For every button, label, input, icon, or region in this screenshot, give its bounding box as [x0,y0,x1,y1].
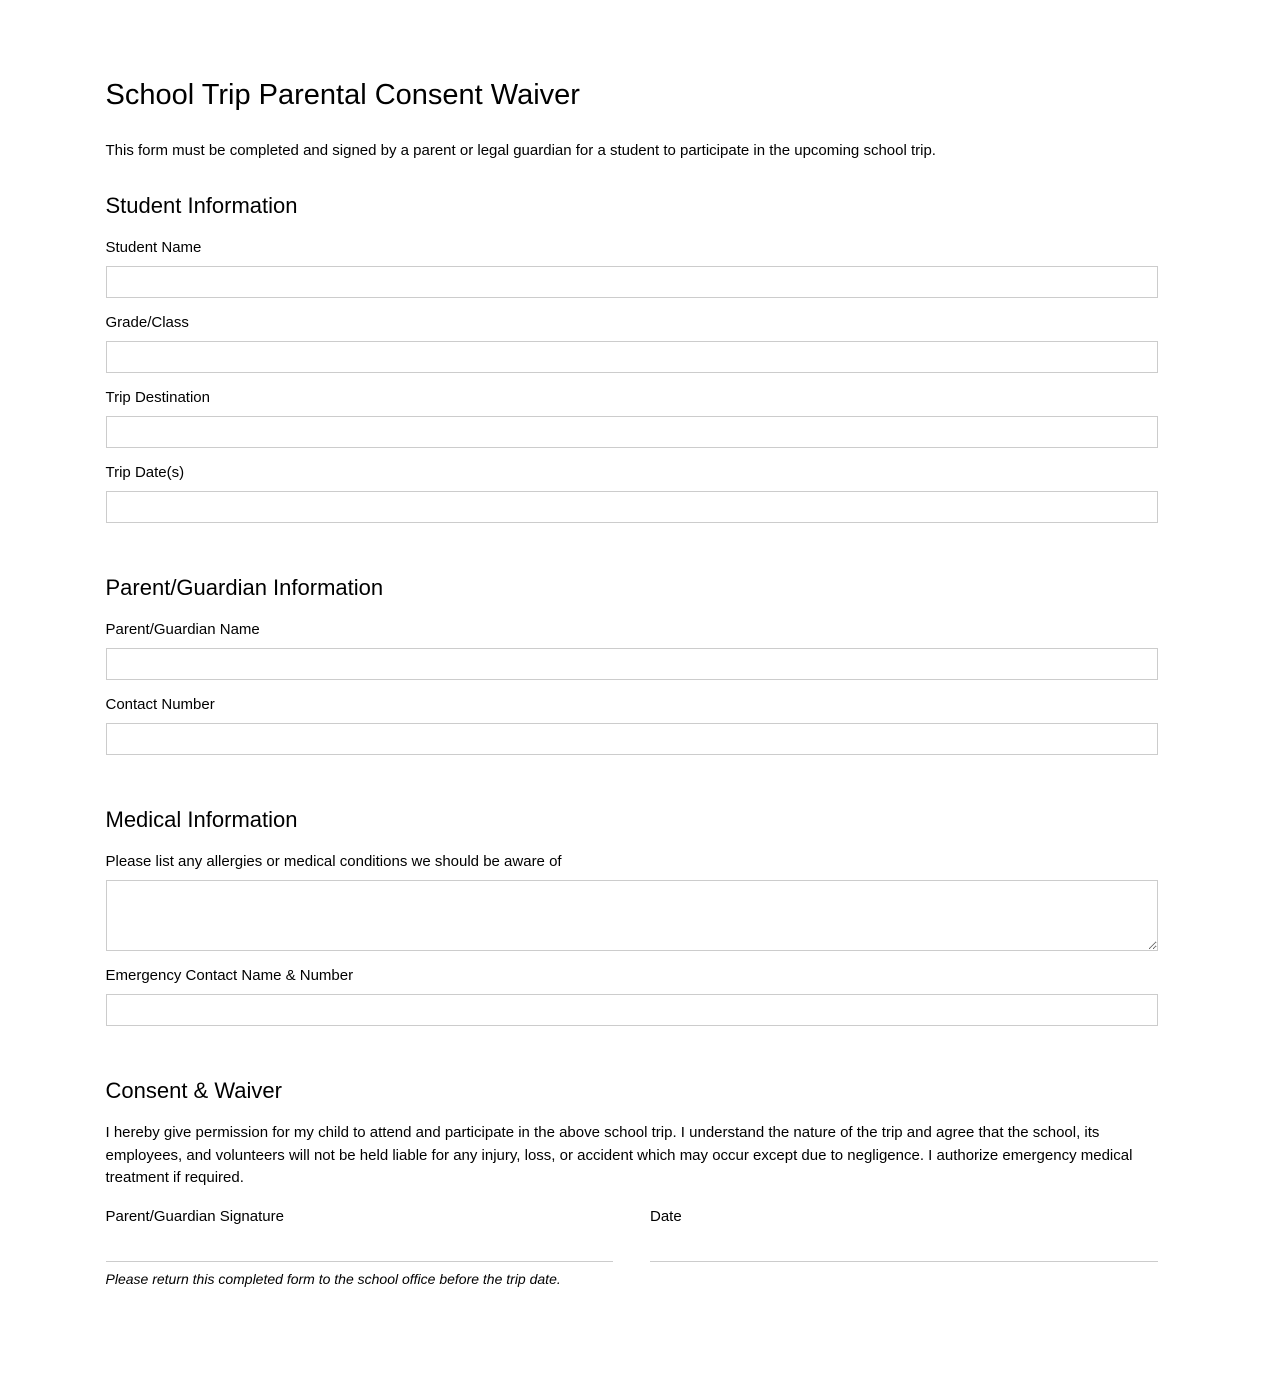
signature-block [106,1208,614,1262]
parent-guardian-name-input[interactable] [106,648,1158,680]
parent-guardian-name-label: Parent/Guardian Name [105,621,260,638]
allergies-medical-conditions-label: Please list any allergies or medical conditions we should be aware of [105,853,562,870]
section-heading-consent-waiver: Consent & Waiver [105,1078,282,1103]
form-intro: This form must be completed and signed by a parent or legal guardian for a student to participate in the upcoming school trip. [105,142,936,159]
student-name-input[interactable] [106,266,1158,298]
grade-class-input[interactable] [106,341,1158,373]
footer-note: Please return this completed form to the school office before the trip date. [105,1270,561,1287]
field-student-name [106,239,1158,298]
page-title: School Trip Parental Consent Waiver [105,79,580,111]
field-contact-number [106,696,1158,755]
date-block [650,1208,1158,1262]
trip-destination-label: Trip Destination [105,389,210,406]
emergency-contact-label: Emergency Contact Name & Number [105,967,354,984]
date-label: Date [650,1207,682,1225]
trip-destination-input[interactable] [106,416,1158,448]
field-parent-guardian-name [106,621,1158,680]
contact-number-label: Contact Number [105,696,215,713]
date-line [650,1261,1158,1262]
field-trip-destination [106,389,1158,448]
signature-row [106,1208,1158,1262]
contact-number-input[interactable] [106,723,1158,755]
consent-waiver-form [106,0,1158,1374]
emergency-contact-input[interactable] [106,994,1158,1026]
field-emergency-contact [106,967,1158,1026]
consent-statement: I hereby give permission for my child to attend and participate in the above school trip. I understand the nature of the trip and agree that the school, its employees, and volunteers will not be held liable for any injury, loss, or accident which may occur except due to negligence. I authorize emergency medical treatment if required. [105,1124,1133,1186]
parent-guardian-signature-line [106,1261,614,1262]
allergies-medical-conditions-textarea[interactable] [106,880,1158,951]
grade-class-label: Grade/Class [105,314,189,331]
student-name-label: Student Name [105,239,202,256]
section-heading-parent-guardian-information: Parent/Guardian Information [105,575,384,600]
section-heading-medical-information: Medical Information [105,807,298,832]
field-allergies-medical-conditions [106,853,1158,951]
field-grade-class [106,314,1158,373]
section-heading-student-information: Student Information [105,193,298,218]
parent-guardian-signature-label: Parent/Guardian Signature [105,1207,284,1225]
trip-dates-label: Trip Date(s) [105,464,185,481]
field-trip-dates [106,464,1158,523]
trip-dates-input[interactable] [106,491,1158,523]
